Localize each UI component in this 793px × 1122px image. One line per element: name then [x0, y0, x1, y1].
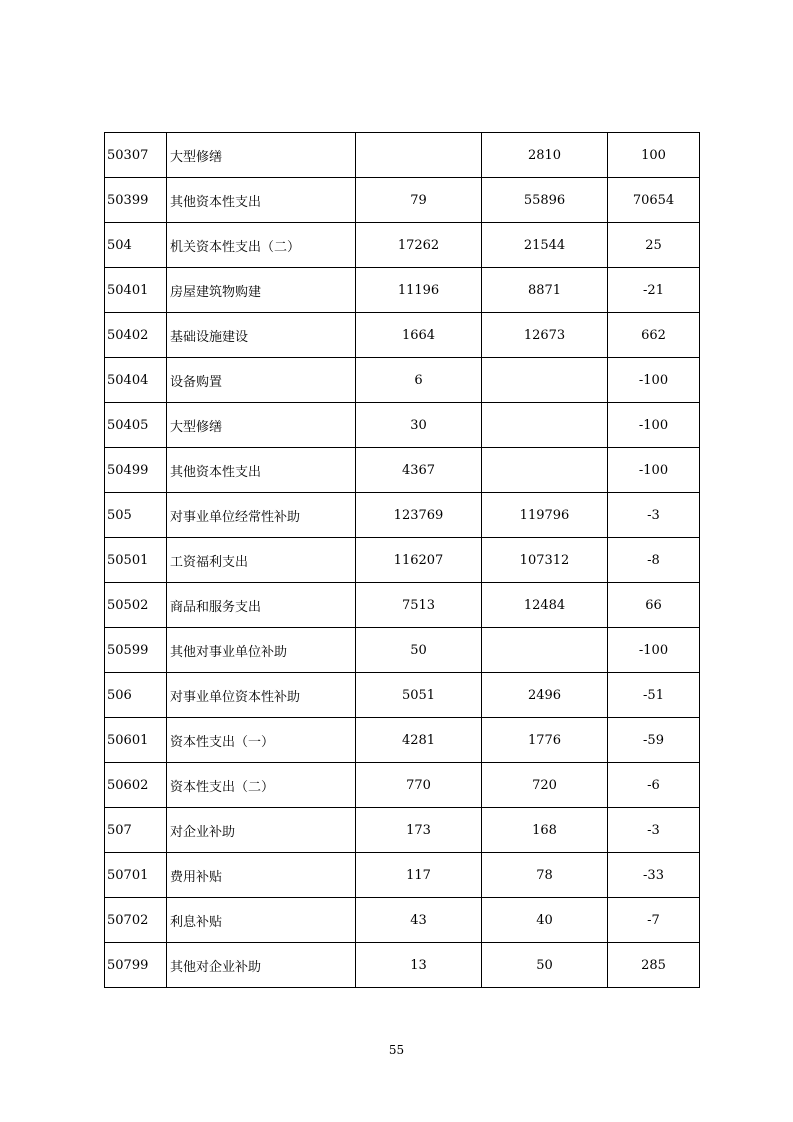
cell-item-name: 资本性支出（一） — [167, 718, 356, 763]
budget-table-body — [105, 133, 700, 988]
table-row — [105, 538, 700, 583]
table-row — [105, 673, 700, 718]
cell-value-2: 2810 — [482, 133, 608, 178]
cell-code: 50599 — [105, 628, 167, 673]
cell-change-percent: -21 — [608, 268, 700, 313]
cell-change-percent: -7 — [608, 898, 700, 943]
cell-item-name: 对事业单位经常性补助 — [167, 493, 356, 538]
cell-change-percent: -3 — [608, 808, 700, 853]
cell-item-name: 对事业单位资本性补助 — [167, 673, 356, 718]
table-row — [105, 583, 700, 628]
cell-code: 50499 — [105, 448, 167, 493]
table-row — [105, 898, 700, 943]
cell-code: 50402 — [105, 313, 167, 358]
cell-value-2: 21544 — [482, 223, 608, 268]
cell-change-percent: -59 — [608, 718, 700, 763]
cell-value-2: 78 — [482, 853, 608, 898]
cell-item-name: 机关资本性支出（二） — [167, 223, 356, 268]
cell-item-name: 工资福利支出 — [167, 538, 356, 583]
cell-value-1: 79 — [356, 178, 482, 223]
cell-code: 505 — [105, 493, 167, 538]
cell-code: 50601 — [105, 718, 167, 763]
table-row — [105, 133, 700, 178]
table-row — [105, 313, 700, 358]
cell-item-name: 设备购置 — [167, 358, 356, 403]
cell-change-percent: 285 — [608, 943, 700, 988]
cell-code: 50404 — [105, 358, 167, 403]
cell-code: 50399 — [105, 178, 167, 223]
table-row — [105, 493, 700, 538]
cell-code: 50405 — [105, 403, 167, 448]
cell-value-1: 123769 — [356, 493, 482, 538]
cell-code: 50501 — [105, 538, 167, 583]
cell-item-name: 其他对事业单位补助 — [167, 628, 356, 673]
cell-code: 50799 — [105, 943, 167, 988]
cell-value-2: 40 — [482, 898, 608, 943]
cell-item-name: 其他资本性支出 — [167, 178, 356, 223]
cell-item-name: 利息补贴 — [167, 898, 356, 943]
table-row — [105, 763, 700, 808]
cell-item-name: 其他资本性支出 — [167, 448, 356, 493]
cell-item-name: 大型修缮 — [167, 403, 356, 448]
cell-item-name: 商品和服务支出 — [167, 583, 356, 628]
cell-code: 50401 — [105, 268, 167, 313]
cell-value-1: 4281 — [356, 718, 482, 763]
cell-item-name: 其他对企业补助 — [167, 943, 356, 988]
cell-change-percent: -100 — [608, 403, 700, 448]
cell-value-1: 5051 — [356, 673, 482, 718]
table-row — [105, 358, 700, 403]
cell-value-2: 168 — [482, 808, 608, 853]
cell-code: 50502 — [105, 583, 167, 628]
cell-code: 50701 — [105, 853, 167, 898]
cell-value-2: 720 — [482, 763, 608, 808]
cell-value-2: 50 — [482, 943, 608, 988]
cell-item-name: 对企业补助 — [167, 808, 356, 853]
cell-value-1: 4367 — [356, 448, 482, 493]
cell-change-percent: -100 — [608, 628, 700, 673]
cell-value-2 — [482, 358, 608, 403]
table-row — [105, 403, 700, 448]
table-row — [105, 718, 700, 763]
cell-change-percent: -8 — [608, 538, 700, 583]
cell-item-name: 大型修缮 — [167, 133, 356, 178]
cell-value-1: 30 — [356, 403, 482, 448]
cell-value-1: 116207 — [356, 538, 482, 583]
cell-item-name: 资本性支出（二） — [167, 763, 356, 808]
cell-change-percent: -51 — [608, 673, 700, 718]
cell-value-1: 7513 — [356, 583, 482, 628]
cell-value-2: 12673 — [482, 313, 608, 358]
cell-value-2 — [482, 448, 608, 493]
cell-value-2: 119796 — [482, 493, 608, 538]
cell-code: 504 — [105, 223, 167, 268]
cell-code: 506 — [105, 673, 167, 718]
cell-code: 50307 — [105, 133, 167, 178]
cell-change-percent: 66 — [608, 583, 700, 628]
cell-value-1: 50 — [356, 628, 482, 673]
cell-value-1: 11196 — [356, 268, 482, 313]
cell-value-1: 13 — [356, 943, 482, 988]
cell-value-2: 1776 — [482, 718, 608, 763]
cell-value-2 — [482, 628, 608, 673]
cell-value-2: 55896 — [482, 178, 608, 223]
cell-item-name: 房屋建筑物购建 — [167, 268, 356, 313]
cell-change-percent: 100 — [608, 133, 700, 178]
table-row — [105, 943, 700, 988]
cell-value-1: 6 — [356, 358, 482, 403]
table-row — [105, 178, 700, 223]
cell-value-2: 8871 — [482, 268, 608, 313]
cell-change-percent: 25 — [608, 223, 700, 268]
cell-value-1: 43 — [356, 898, 482, 943]
cell-code: 50702 — [105, 898, 167, 943]
table-row — [105, 628, 700, 673]
cell-change-percent: 662 — [608, 313, 700, 358]
cell-value-1: 770 — [356, 763, 482, 808]
cell-code: 507 — [105, 808, 167, 853]
cell-value-2: 12484 — [482, 583, 608, 628]
cell-change-percent: -33 — [608, 853, 700, 898]
cell-change-percent: -3 — [608, 493, 700, 538]
cell-change-percent: -100 — [608, 448, 700, 493]
cell-code: 50602 — [105, 763, 167, 808]
cell-value-1: 173 — [356, 808, 482, 853]
cell-change-percent: 70654 — [608, 178, 700, 223]
cell-value-2: 107312 — [482, 538, 608, 583]
cell-item-name: 基础设施建设 — [167, 313, 356, 358]
table-row — [105, 448, 700, 493]
cell-change-percent: -100 — [608, 358, 700, 403]
table-row — [105, 223, 700, 268]
cell-value-1 — [356, 133, 482, 178]
cell-value-2 — [482, 403, 608, 448]
table-row — [105, 268, 700, 313]
cell-change-percent: -6 — [608, 763, 700, 808]
cell-value-1: 1664 — [356, 313, 482, 358]
cell-value-2: 2496 — [482, 673, 608, 718]
cell-item-name: 费用补贴 — [167, 853, 356, 898]
cell-value-1: 17262 — [356, 223, 482, 268]
page-number: 55 — [388, 1043, 405, 1057]
budget-table — [104, 132, 700, 988]
cell-value-1: 117 — [356, 853, 482, 898]
table-row — [105, 853, 700, 898]
table-row — [105, 808, 700, 853]
